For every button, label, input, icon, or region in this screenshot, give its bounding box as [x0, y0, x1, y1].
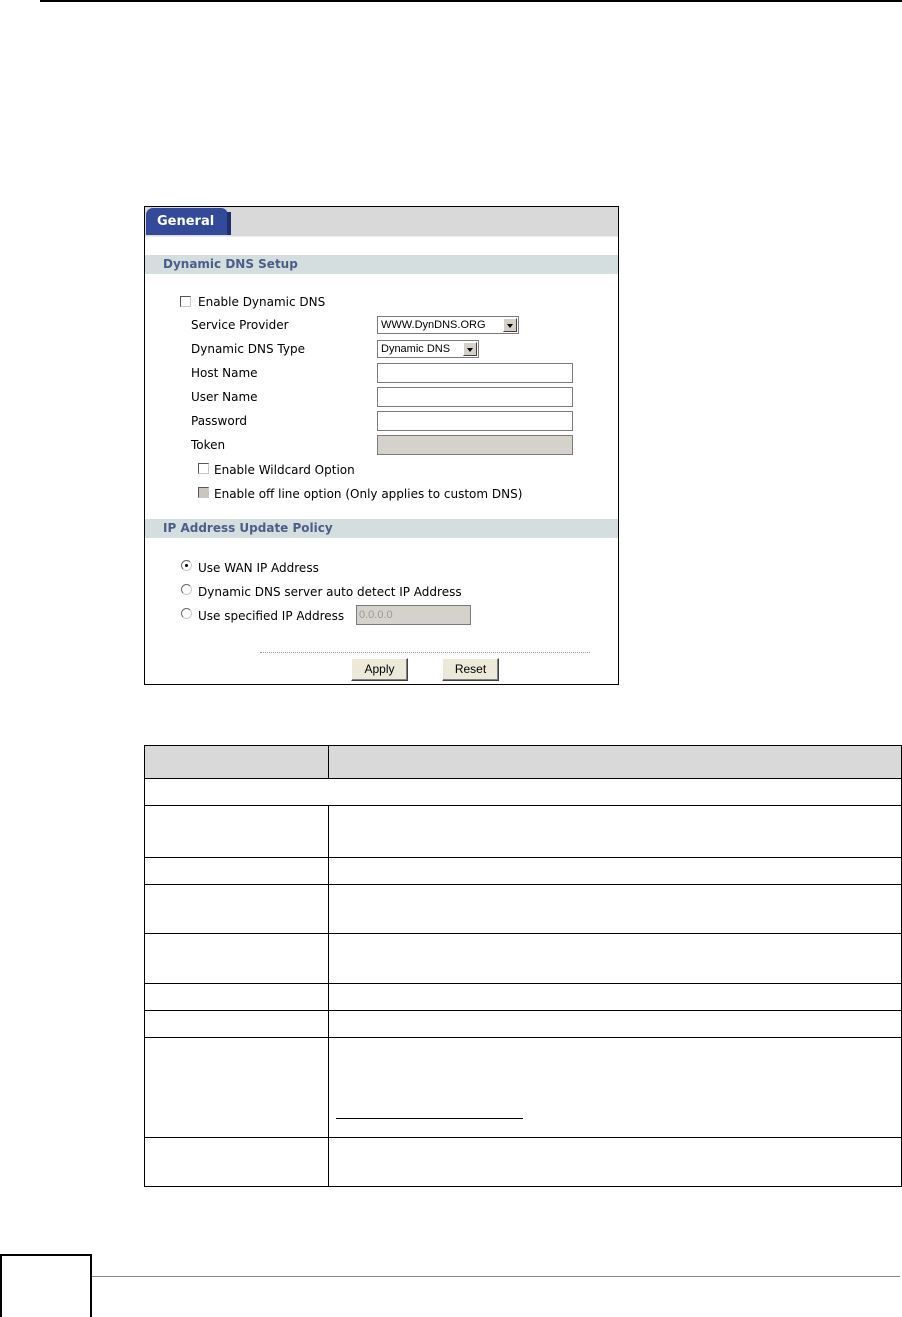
table-cell — [145, 1138, 329, 1187]
page-number-box — [0, 1254, 92, 1317]
offline-option-checkbox — [198, 487, 209, 498]
chevron-down-icon — [463, 342, 477, 356]
button-divider — [260, 652, 590, 653]
table-row — [145, 1038, 902, 1138]
link-underline — [336, 1118, 523, 1119]
table-row — [145, 1138, 902, 1187]
password-label: Password — [191, 414, 248, 428]
table-cell — [329, 1011, 902, 1038]
host-name-input[interactable] — [377, 363, 573, 383]
tab-general[interactable]: General — [146, 208, 228, 235]
table-row — [145, 1011, 902, 1038]
enable-dynamic-dns-label: Enable Dynamic DNS — [198, 295, 326, 309]
chevron-down-icon — [503, 318, 517, 332]
use-wan-ip-radio[interactable] — [181, 560, 192, 571]
field-description-table — [144, 745, 902, 1187]
section-ip-update-policy: IP Address Update Policy — [145, 519, 618, 538]
table-row — [145, 885, 902, 934]
table-cell — [145, 885, 329, 934]
table-header-row — [145, 746, 902, 779]
table-cell — [145, 934, 329, 984]
dynamic-dns-screen — [144, 206, 619, 685]
table-cell — [329, 1138, 902, 1187]
enable-dynamic-dns-checkbox[interactable] — [180, 296, 191, 307]
specified-ip-input: 0.0.0.0 — [356, 605, 471, 625]
table-header-cell — [145, 746, 329, 779]
dns-type-value: Dynamic DNS — [381, 343, 451, 355]
section-dynamic-dns-setup: Dynamic DNS Setup — [145, 255, 618, 274]
wildcard-checkbox[interactable] — [198, 463, 209, 474]
table-cell — [145, 779, 902, 806]
table-cell — [145, 1038, 329, 1138]
service-provider-value: WWW.DynDNS.ORG — [381, 319, 486, 331]
table-cell — [329, 806, 902, 858]
reset-button[interactable]: Reset — [442, 658, 499, 681]
table-row — [145, 806, 902, 858]
dns-type-select[interactable] — [377, 340, 479, 358]
table-row — [145, 984, 902, 1011]
auto-detect-ip-label: Dynamic DNS server auto detect IP Address — [198, 585, 462, 599]
table-cell — [329, 885, 902, 934]
table-cell — [145, 1011, 329, 1038]
token-input — [377, 435, 573, 455]
token-label: Token — [191, 438, 226, 452]
table-cell — [329, 858, 902, 885]
table-cell — [329, 934, 902, 984]
tab-bar — [145, 207, 618, 237]
table-cell — [329, 984, 902, 1011]
apply-button[interactable]: Apply — [351, 658, 408, 681]
table-cell — [145, 984, 329, 1011]
table-cell — [329, 1038, 902, 1138]
service-provider-select[interactable] — [377, 316, 519, 334]
table-row — [145, 858, 902, 885]
table-cell — [145, 806, 329, 858]
password-input[interactable] — [377, 411, 573, 431]
user-name-label: User Name — [191, 390, 258, 404]
user-name-input[interactable] — [377, 387, 573, 407]
table-row — [145, 934, 902, 984]
footer-rule — [92, 1276, 900, 1277]
wildcard-label: Enable Wildcard Option — [214, 463, 355, 477]
auto-detect-ip-radio[interactable] — [181, 584, 192, 595]
use-wan-ip-label: Use WAN IP Address — [198, 561, 319, 575]
host-name-label: Host Name — [191, 366, 258, 380]
table-cell — [145, 858, 329, 885]
table-row — [145, 779, 902, 806]
table-header-cell — [329, 746, 902, 779]
dns-type-label: Dynamic DNS Type — [191, 342, 305, 356]
specified-ip-label: Use specified IP Address — [198, 609, 345, 623]
service-provider-label: Service Provider — [191, 318, 289, 332]
offline-option-label: Enable off line option (Only applies to custom DNS) — [214, 487, 523, 501]
header-rule — [40, 0, 902, 2]
specified-ip-radio[interactable] — [181, 608, 192, 619]
